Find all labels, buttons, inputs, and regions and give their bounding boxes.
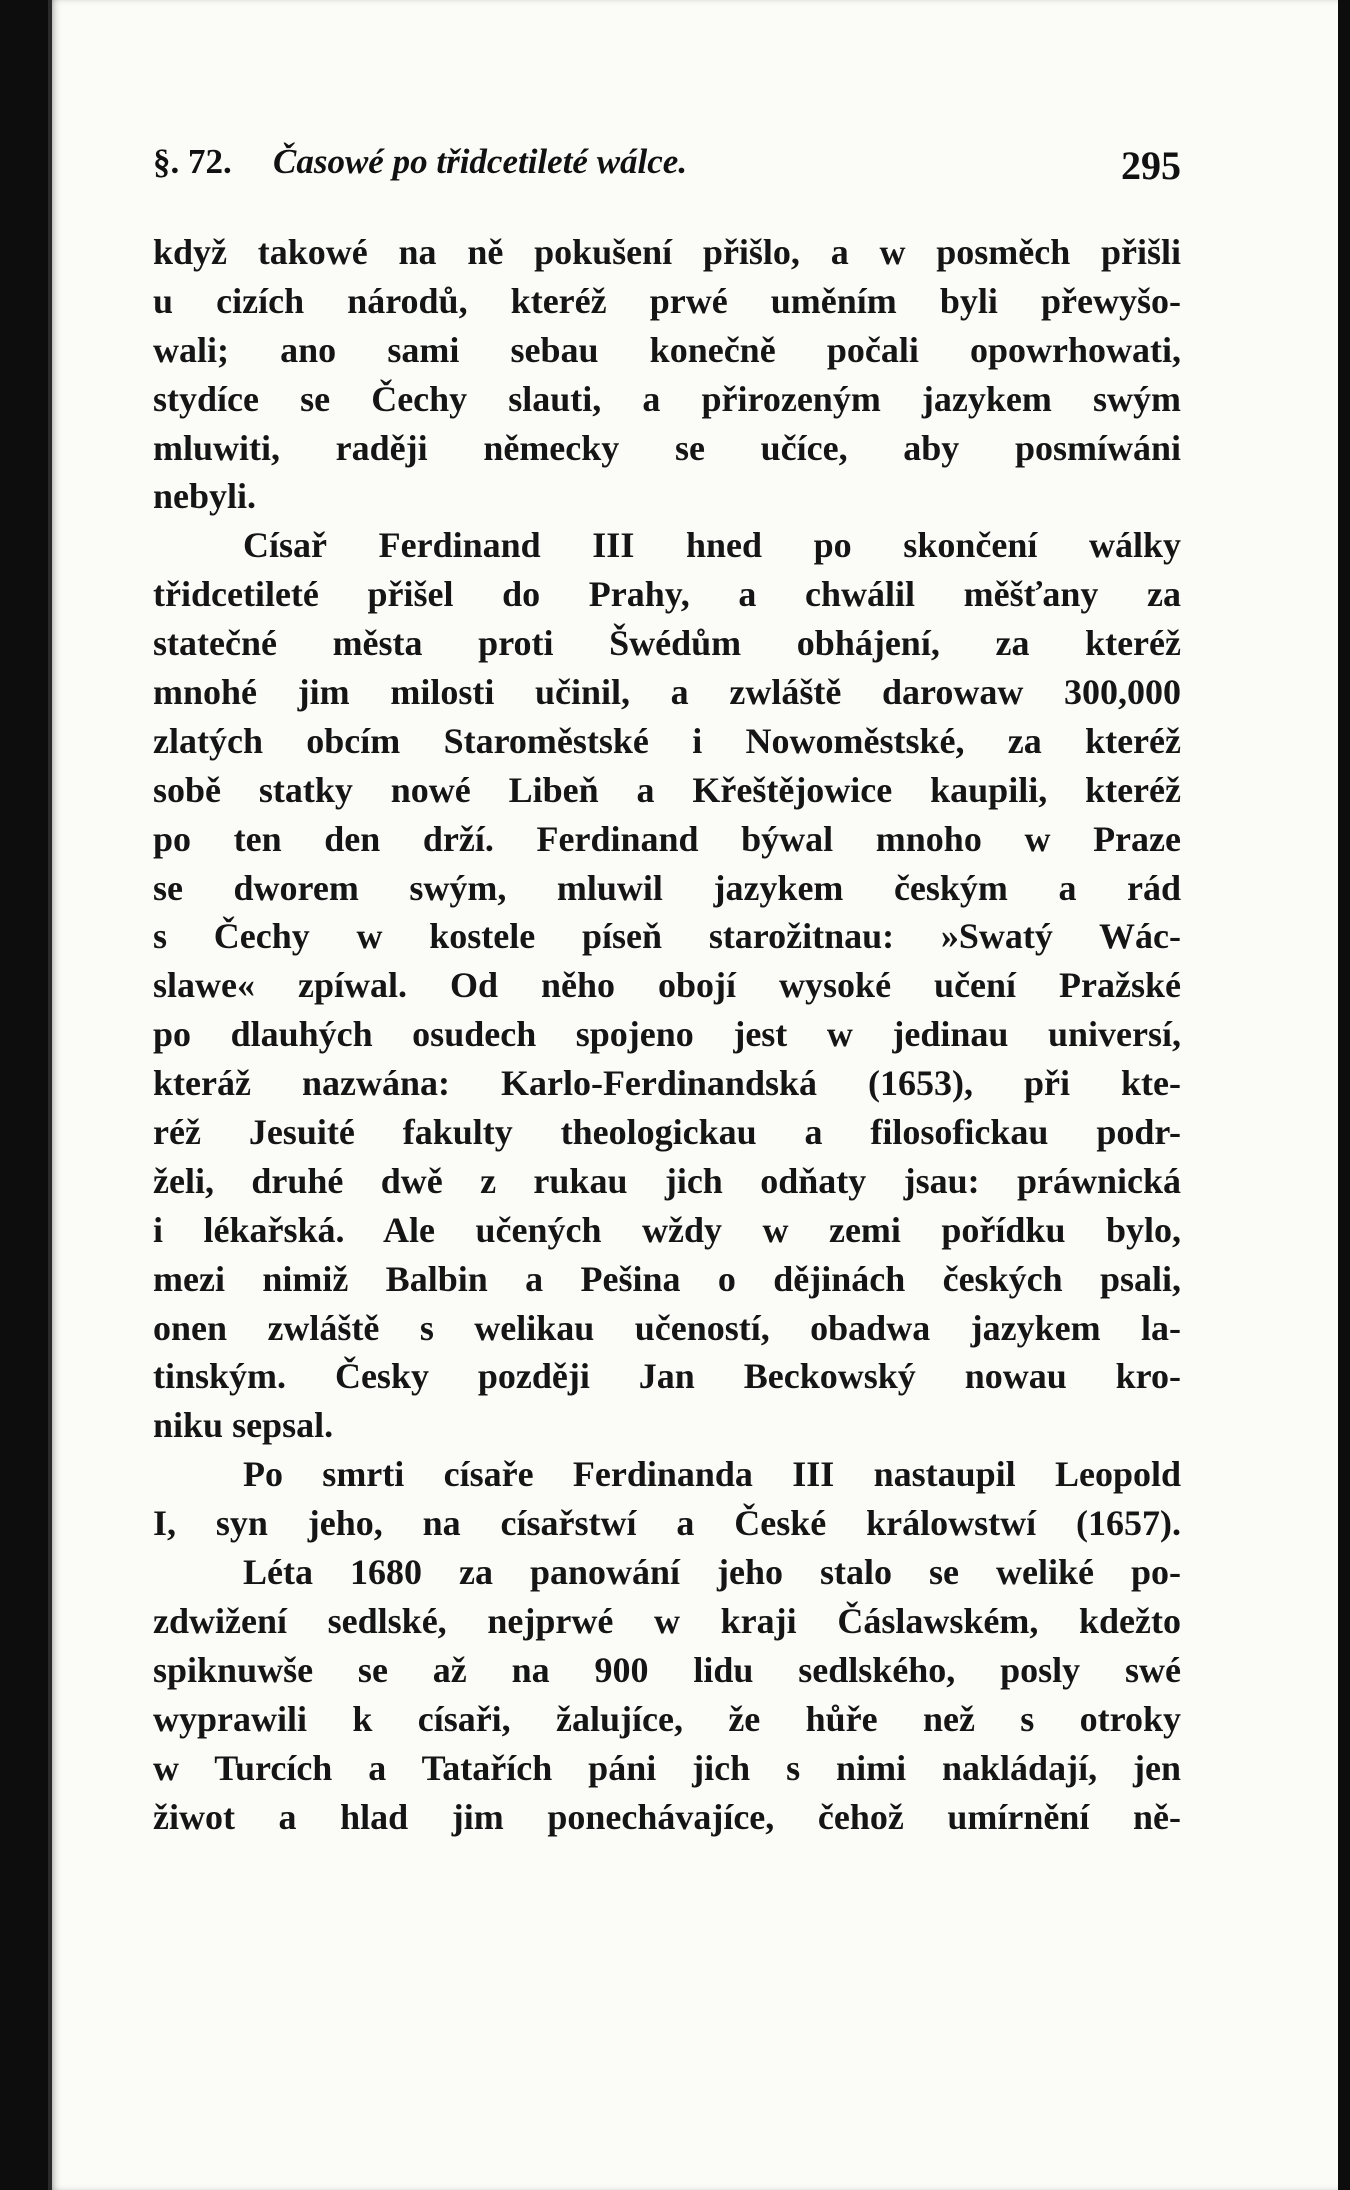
body-text	[153, 228, 1181, 1841]
text-line: i lékařská. Ale učených wždy w zemi pořídku bylo,	[153, 1209, 1181, 1250]
text-line: sobě statky nowé Libeň a Křeštějowice kaupili, kteréž	[153, 769, 1181, 810]
text-line: třidcetileté přišel do Prahy, a chwálil měšťany za	[153, 574, 1181, 615]
text-line: nebyli.	[153, 476, 257, 517]
page-number: 295	[1121, 143, 1181, 188]
text-line: stydíce se Čechy slauti, a přirozeným jazykem swým	[153, 378, 1181, 419]
text-line: réž Jesuité fakulty theologickau a filosofickau podr-	[153, 1112, 1181, 1153]
text-line: mluwiti, raději německy se učíce, aby posmíwáni	[153, 427, 1181, 468]
running-header	[153, 142, 1181, 202]
text-line: statečné města proti Šwédům obhájení, za kteréž	[153, 623, 1181, 664]
text-line: s Čechy w kostele píseň starožitnau: »Swatý Wác-	[153, 916, 1181, 957]
text-line: I, syn jeho, na císařstwí a České králowstwí (1657).	[153, 1503, 1181, 1544]
page-edge	[48, 0, 52, 2190]
chapter-title: Časowé po třidcetileté wálce.	[273, 142, 688, 181]
text-line: wali; ano sami sebau konečně počali opowrhowati,	[153, 329, 1181, 370]
text-line: slawe« zpíwal. Od něho obojí wysoké učení Pražské	[153, 965, 1181, 1006]
text-line: niku sepsal.	[153, 1405, 334, 1446]
text-line: wyprawili k císaři, žalujíce, že hůře než s otroky	[153, 1698, 1181, 1739]
section-number: §. 72.	[153, 142, 232, 181]
text-line: zlatých obcím Staroměstské i Nowoměstské, za kteréž	[153, 720, 1181, 761]
text-line: onen zwláště s welikau učeností, obadwa jazykem la-	[153, 1307, 1181, 1348]
text-line: želi, druhé dwě z rukau jich odňaty jsau: práwnická	[153, 1160, 1181, 1201]
text-line: po dlauhých osudech spojeno jest w jedinau universí,	[153, 1014, 1181, 1055]
text-line: spiknuwše se až na 900 lidu sedlského, posly swé	[153, 1649, 1181, 1690]
book-page	[48, 0, 1338, 2190]
paragraph-start-line: Císař Ferdinand III hned po skončení wálky	[243, 525, 1181, 566]
text-line: mezi nimiž Balbin a Pešina o dějinách českých psali,	[153, 1258, 1181, 1299]
text-line: zdwižení sedlské, nejprwé w kraji Čáslawském, kdežto	[153, 1600, 1181, 1641]
text-line: tinským. Česky později Jan Beckowský nowau kro-	[153, 1356, 1181, 1397]
text-line: mnohé jim milosti učinil, a zwláště darowaw 300,000	[153, 672, 1181, 713]
paragraph-start-line: Léta 1680 za panowání jeho stalo se weliké po-	[243, 1552, 1181, 1593]
paragraph-start-line: Po smrti císaře Ferdinanda III nastaupil Leopold	[243, 1454, 1181, 1495]
text-line: kteráž nazwána: Karlo-Ferdinandská (1653), při kte-	[153, 1063, 1181, 1104]
text-line: když takowé na ně pokušení přišlo, a w posměch přišli	[153, 232, 1181, 272]
text-line: se dworem swým, mluwil jazykem českým a rád	[153, 867, 1181, 908]
text-line: u cizích národů, kteréž prwé uměním byli přewyšo-	[153, 280, 1181, 321]
text-line: po ten den drží. Ferdinand býwal mnoho w Praze	[153, 818, 1181, 859]
text-line: w Turcích a Tatařích páni jich s nimi nakládají, jen	[153, 1747, 1181, 1788]
text-line: žiwot a hlad jim ponechávajíce, čehož umírnění ně-	[153, 1796, 1181, 1837]
